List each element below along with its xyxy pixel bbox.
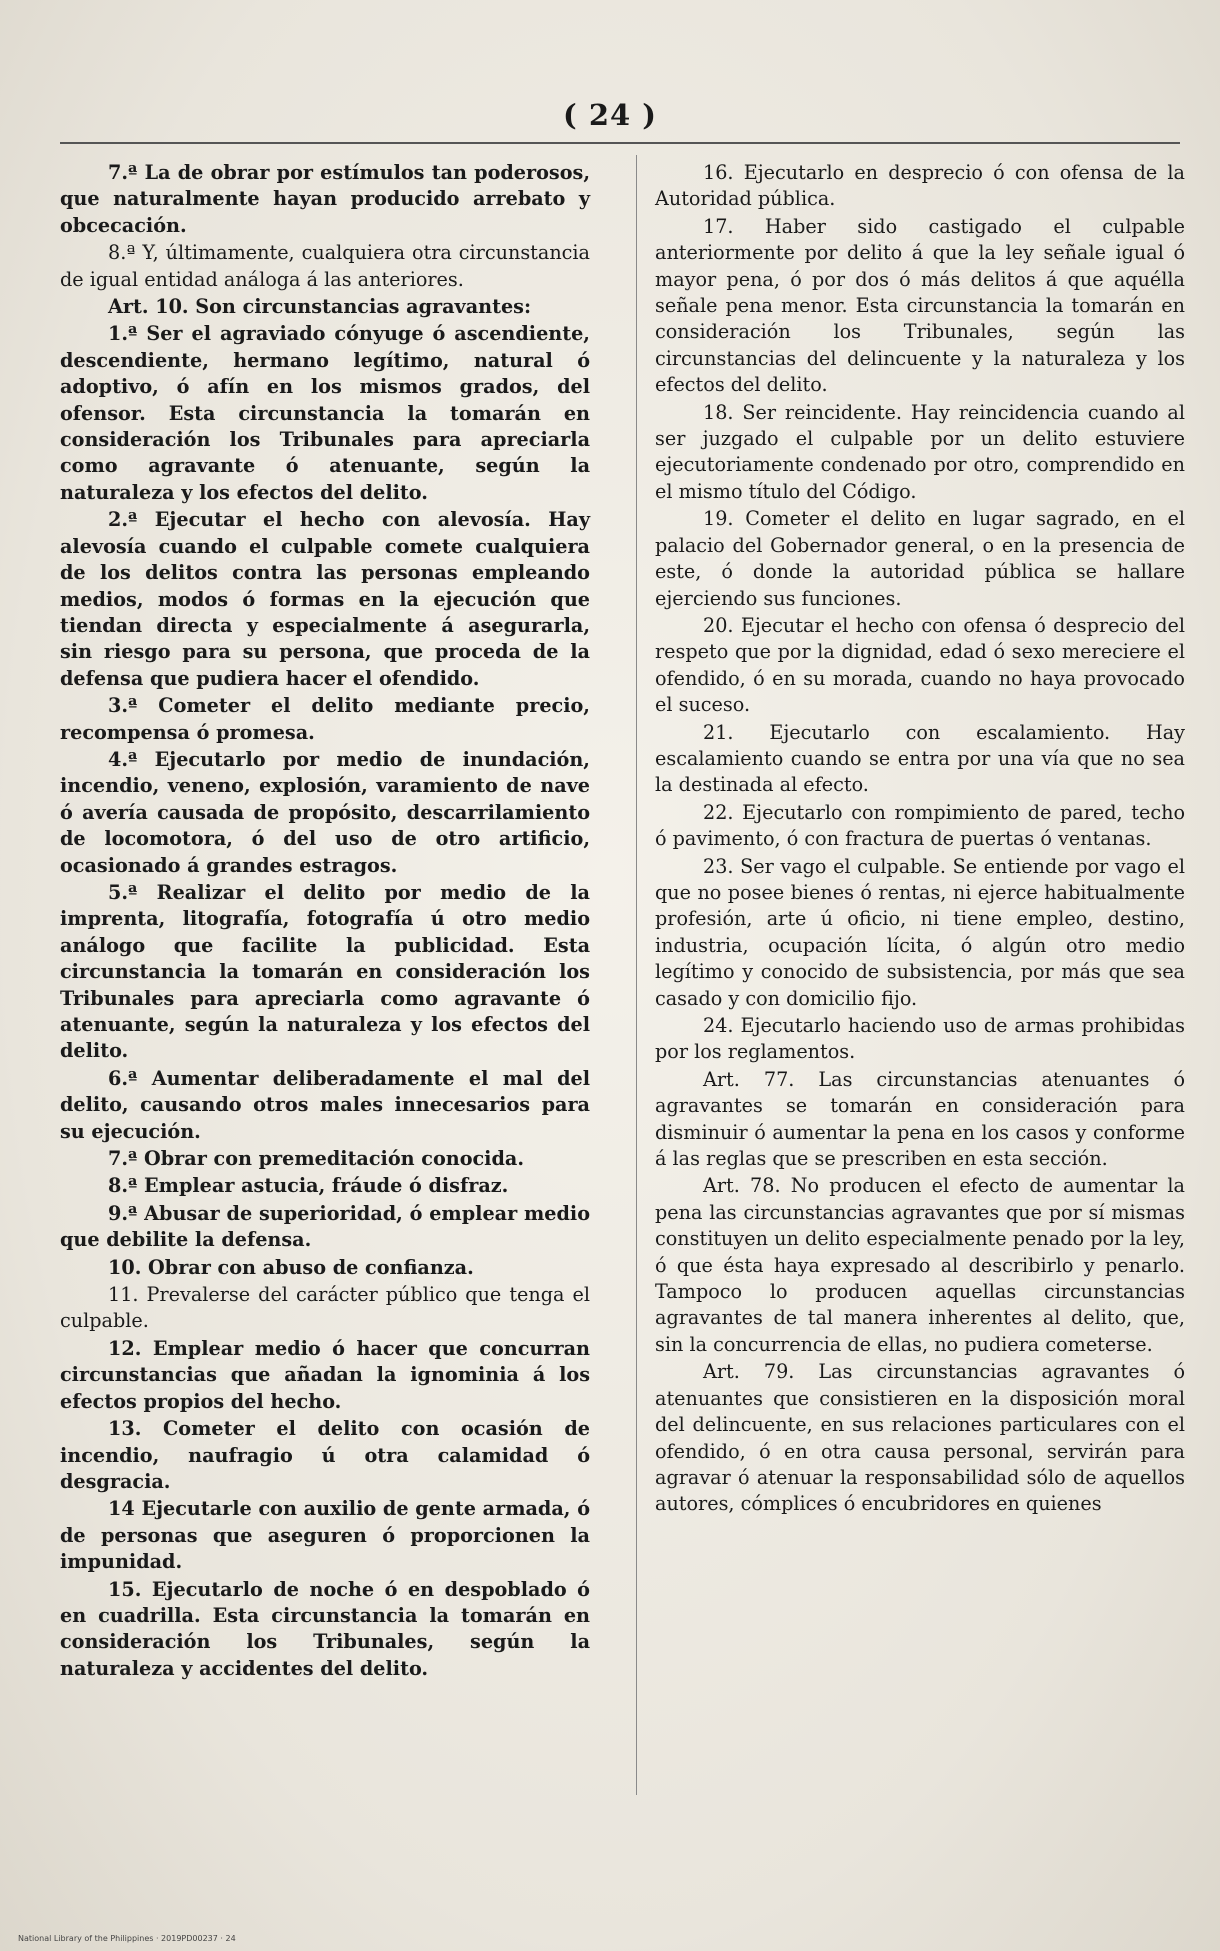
paragraph: 10. Obrar con abuso de confianza. xyxy=(108,1255,474,1279)
paragraph: 16. Ejecutarlo en desprecio ó con ofensa de la Autoridad pública. xyxy=(655,161,1185,211)
paragraph: 24. Ejecutarlo haciendo uso de armas prohibidas por los reglamentos. xyxy=(655,1014,1185,1064)
paragraph: 7.ª La de obrar por estímulos tan poderosos, que naturalmente hayan producido arrebato y obcecación. xyxy=(60,161,590,237)
paragraph: 7.ª Obrar con premeditación conocida. xyxy=(108,1147,524,1171)
paragraph: 8.ª Emplear astucia, fráude ó disfraz. xyxy=(108,1174,509,1198)
right-column xyxy=(655,160,1185,1519)
footer-credit: National Library of the Philippines · 2019PD00237 · 24 xyxy=(18,1934,236,1943)
paragraph: 11. Prevalerse del carácter público que tenga el culpable. xyxy=(60,1283,590,1333)
paragraph: 18. Ser reincidente. Hay reincidencia cuando al ser juzgado el culpable por un delito estuviere ejecutoriamente condenado por otro, comprendido en el mismo título del Código. xyxy=(655,400,1185,503)
paragraph: Art. 10. Son circunstancias agravantes: xyxy=(108,295,532,319)
left-column xyxy=(60,160,590,1683)
page-number: ( 24 ) xyxy=(563,98,657,132)
paragraph: 20. Ejecutar el hecho con ofensa ó desprecio del respeto que por la dignidad, edad ó sexo mereciere el ofendido, ó en su morada, cuando no haya provocado el suceso. xyxy=(655,613,1185,717)
paragraph: 21. Ejecutarlo con escalamiento. Hay escalamiento cuando se entra por una vía que no sea la destinada al efecto. xyxy=(655,720,1185,797)
paragraph: Art. 78. No producen el efecto de aumentar la pena las circunstancias agravantes que por sí mismas constituyen un delito especialmente penado por la ley, ó que ésta haya expresado al describirlo y penarlo. Tampoco lo producen aquellas circunstancias agravantes de tal manera inherentes al delito, que, sin la concurrencia de ellas, no pudiera cometerse. xyxy=(655,1174,1185,1356)
header-rule xyxy=(60,142,1180,144)
paragraph: 6.ª Aumentar deliberadamente el mal del delito, causando otros males innecesarios para su ejecución. xyxy=(60,1066,590,1143)
paragraph: 23. Ser vago el culpable. Se entiende por vago el que no posee bienes ó rentas, ni ejerce habitualmente profesión, arte ú oficio, ni tiene empleo, destino, industria, ocupación lícita, ó algún otro medio legítimo y conocido de subsistencia, por más que sea casado y con domicilio fijo. xyxy=(655,854,1185,1010)
column-divider xyxy=(636,155,637,1795)
paragraph: 22. Ejecutarlo con rompimiento de pared, techo ó pavimento, ó con fractura de puertas ó ventanas. xyxy=(655,800,1185,851)
paragraph: 8.ª Y, últimamente, cualquiera otra circunstancia de igual entidad análoga á las anteriores. xyxy=(60,241,590,291)
paragraph: 12. Emplear medio ó hacer que concurran circunstancias que añadan la ignominia á los efectos propios del hecho. xyxy=(60,1336,590,1413)
paragraph: 9.ª Abusar de superioridad, ó emplear medio que debilite la defensa. xyxy=(60,1201,590,1252)
paragraph: 2.ª Ejecutar el hecho con alevosía. Hay alevosía cuando el culpable comete cualquiera de los delitos contra las personas empleando medios, modos ó formas en la ejecución que tiendan directa y especialmente á asegurarla, sin riesgo para su persona, que proceda de la defensa que pudiera hacer el ofendido. xyxy=(60,508,590,690)
paragraph: Art. 77. Las circunstancias atenuantes ó agravantes se tomarán en consideración para disminuir ó aumentar la pena en los casos y conforme á las reglas que se prescriben en esta sección. xyxy=(655,1067,1185,1171)
paragraph: 1.ª Ser el agraviado cónyuge ó ascendiente, descendiente, hermano legítimo, natural ó adoptivo, ó afín en los mismos grados, del ofensor. Esta circunstancia la tomarán en consideración los Tribunales para apreciarla como agravante ó atenuante, según la naturaleza y los efectos del delito. xyxy=(60,322,590,504)
paragraph: 5.ª Realizar el delito por medio de la imprenta, litografía, fotografía ú otro medio análogo que facilite la publicidad. Esta circunstancia la tomarán en consideración los Tribunales para apreciarla como agravante ó atenuante, según la naturaleza y los efectos del delito. xyxy=(60,880,590,1063)
paragraph: 15. Ejecutarlo de noche ó en despoblado ó en cuadrilla. Esta circunstancia la tomarán en consideración los Tribunales, según la naturaleza y accidentes del delito. xyxy=(60,1577,590,1680)
paragraph: 19. Cometer el delito en lugar sagrado, en el palacio del Gobernador general, o en la presencia de este, ó donde la autoridad pública se hallare ejerciendo sus funciones. xyxy=(655,507,1185,610)
paragraph: 3.ª Cometer el delito mediante precio, recompensa ó promesa. xyxy=(60,694,590,744)
paragraph: Art. 79. Las circunstancias agravantes ó atenuantes que consistieren en la disposición moral del delincuente, en sus relaciones particulares con el ofendido, ó en otra causa personal, servirán para agravar ó atenuar la responsabilidad sólo de aquellos autores, cómplices ó encubridores en quienes xyxy=(655,1360,1185,1516)
paragraph: 13. Cometer el delito con ocasión de incendio, naufragio ú otra calamidad ó desgracia. xyxy=(60,1417,590,1493)
paragraph: 17. Haber sido castigado el culpable anteriormente por delito á que la ley señale igual ó mayor pena, ó por dos ó más delitos á que aquélla señale pena menor. Esta circunstancia la tomarán en consideración los Tribunales, según las circunstancias del delincuente y la naturaleza y los efectos del delito. xyxy=(655,214,1185,397)
paragraph: 4.ª Ejecutarlo por medio de inundación, incendio, veneno, explosión, varamiento de nave ó avería causada de propósito, descarrilamiento de locomotora, ó del uso de otro artificio, ocasionado á grandes estragos. xyxy=(60,747,590,877)
paragraph: 14 Ejecutarle con auxilio de gente armada, ó de personas que aseguren ó proporcionen la impunidad. xyxy=(60,1497,590,1574)
